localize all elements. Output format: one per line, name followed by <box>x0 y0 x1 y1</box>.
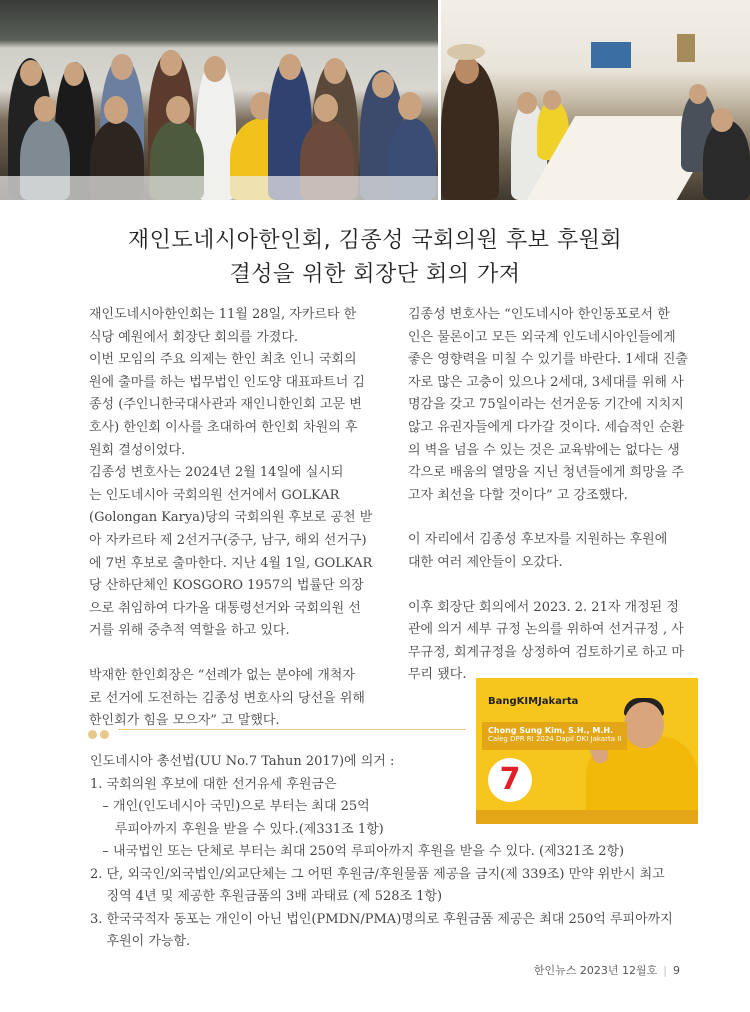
paragraph: 이 자리에서 김종성 후보자를 지원하는 후원에 <box>408 532 668 548</box>
page-footer: 한인뉴스 2023년 12월호 | 9 <box>533 964 680 977</box>
paragraph: 무리 됐다. <box>408 667 467 683</box>
law-line: 징역 4년 및 제공한 후원금품의 3배 과태료 (제 528조 1항) <box>90 889 443 904</box>
header-photos <box>0 0 750 200</box>
article-title-line1: 재인도네시아한인회, 김종성 국회의원 후보 후원회 <box>127 228 623 253</box>
paragraph: 거를 위해 중추적 역할을 하고 있다. <box>89 623 290 639</box>
paragraph: 대한 여러 제안들이 오갔다. <box>408 554 563 570</box>
paragraph: 관에 의거 세부 규정 논의를 위하여 선거규정 , 사 <box>408 622 684 638</box>
paragraph: 이번 모임의 주요 의제는 한인 최초 인니 국회의 <box>89 352 357 368</box>
paragraph: 각으로 배움의 열망을 지닌 청년들에게 희망을 주 <box>408 465 684 481</box>
law-line: 1. 국회의원 후보에 대한 선거유세 후원금은 <box>90 776 337 792</box>
paragraph: 의 벽을 넘을 수 있는 것은 교육밖에는 없다는 생 <box>408 442 680 458</box>
poster-brand: BangKIMJakarta <box>488 696 579 707</box>
paragraph: 로 선거에 도전하는 김종성 변호사의 당선을 위해 <box>89 690 365 706</box>
paragraph: 재인도네시아한인회는 11월 28일, 자카르타 한 <box>89 307 357 322</box>
section-divider-line <box>118 729 466 730</box>
law-line: 루피아까지 후원을 받을 수 있다.(제331조 1항) <box>90 821 384 837</box>
paragraph: 호사) 한인회 이사를 초대하여 한인회 차원의 후 <box>89 419 358 435</box>
page-number: 9 <box>673 964 680 977</box>
paragraph: 고자 최선을 다할 것이다” 고 강조했다. <box>408 487 628 503</box>
law-line: 2. 단, 외국인/외국법인/외교단체는 그 어떤 후원금/후원물품 제공을 금지(제 339조) 만약 위반시 최고 <box>90 866 665 882</box>
right-column <box>408 304 703 687</box>
law-line: 후원이 가능함. <box>90 934 191 949</box>
paragraph: 김종성 변호사는 “인도네시아 한인동포로서 한 <box>408 307 670 322</box>
law-line: – 개인(인도네시아 국민)으로 부터는 최대 25억 <box>90 799 370 814</box>
paragraph: 박재한 한인회장은 “선례가 없는 분야에 개척자 <box>89 667 355 683</box>
paragraph: 않고 유권자들에게 다가갈 것이다. 세습적인 순환 <box>408 419 684 435</box>
paragraph: (Golongan Karya)당의 국회의원 후보로 공천 받 <box>89 510 373 526</box>
paragraph: 명감을 갖고 75일이라는 선거운동 기간에 지치지 <box>408 397 684 413</box>
paragraph: 아 자카르타 제 2선거구(중구, 남구, 해외 선거구) <box>89 532 367 548</box>
law-line: – 내국법인 또는 단체로 부터는 최대 250억 루피아까지 후원을 받을 수 있다. (제321조 2항) <box>90 844 625 859</box>
paragraph: 무규정, 회계규정을 상정하여 검토하기로 하고 마 <box>408 644 684 660</box>
paragraph: 종성 (주인니한국대사관과 재인니한인회 고문 변 <box>89 397 362 413</box>
section-divider-dots <box>88 724 112 743</box>
candidate-number-badge: 7 <box>488 758 532 802</box>
group-photo <box>0 0 438 200</box>
paragraph: 좋은 영향력을 미칠 수 있기를 바란다. 1세대 진출 <box>408 352 688 368</box>
paragraph: 한인회가 힘을 모으자” 고 말했다. <box>89 713 280 729</box>
paragraph: 원에 출마를 하는 법무법인 인도양 대표파트너 김 <box>89 374 365 390</box>
election-law-notes <box>90 751 710 954</box>
paragraph: 당 산하단체인 KOSGORO 1957의 법률단 의장 <box>89 578 364 594</box>
paragraph: 는 인도네시아 국회의원 선거에서 GOLKAR <box>89 487 340 503</box>
paragraph: 김종성 변호사는 2024년 2월 14일에 실시되 <box>89 465 344 481</box>
paragraph: 인은 물론이고 모든 외국계 인도네시아인들에게 <box>408 329 676 345</box>
paragraph: 에 7번 후보로 출마한다. 지난 4월 1일, GOLKAR <box>89 555 373 571</box>
left-column <box>89 304 379 733</box>
paragraph: 이후 회장단 회의에서 2023. 2. 21자 개정된 정 <box>408 599 679 615</box>
law-intro: 인도네시아 총선법(UU No.7 Tahun 2017)에 의거 : <box>90 754 395 769</box>
article-title-line2: 결성을 위한 회장단 회의 가져 <box>229 262 521 287</box>
poster-candidate-name: Chong Sung Kim, S.H., M.H. Caleg DPR RI 2024 Dapil DKI Jakarta II <box>488 726 622 743</box>
paragraph: 원회 결성이었다. <box>89 442 186 458</box>
paragraph: 식당 예원에서 회장단 회의를 가졌다. <box>89 329 299 345</box>
dinner-table-photo <box>441 0 750 200</box>
paragraph: 자로 많은 고충이 있으나 2세대, 3세대를 위해 사 <box>408 374 684 390</box>
publication-name: 한인뉴스 2023년 12월호 <box>533 964 658 977</box>
paragraph: 으로 취임하여 다가올 대통령선거와 국회의원 선 <box>89 600 361 616</box>
law-line: 3. 한국국적자 동포는 개인이 아닌 법인(PMDN/PMA)명의로 후원금품 제공은 최대 250억 루피아까지 <box>90 911 673 927</box>
